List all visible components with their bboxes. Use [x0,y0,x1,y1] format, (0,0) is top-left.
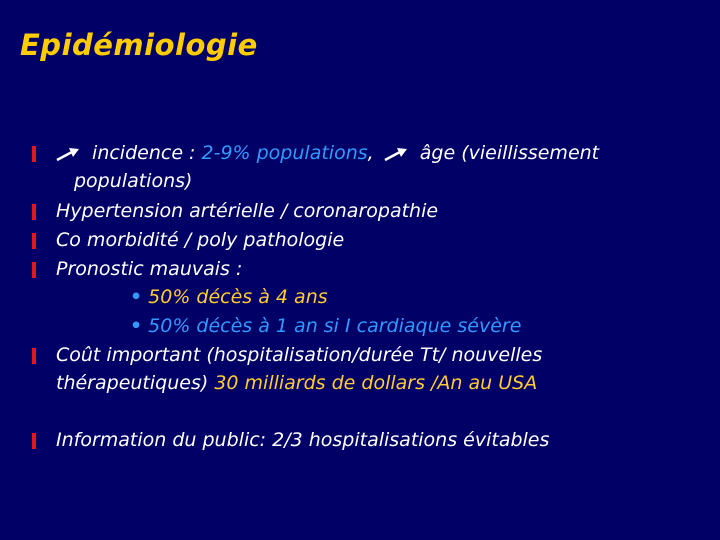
bullet-6: Information du public: 2/3 hospitalisations évitables [56,429,550,451]
cost-highlight: 30 milliards de dollars /An au USA [214,372,538,394]
bullet-1-line-1 [56,142,599,164]
bullet-marker [32,433,36,449]
sub-bullet-1-text: 50% décès à 4 ans [148,286,328,308]
bullet-4: Pronostic mauvais : [56,258,243,280]
bullet-marker [32,348,36,364]
sub-bullet-dot: • [130,315,143,337]
slide-title: Epidémiologie [20,28,258,62]
bullet-5-line-2 [56,372,537,394]
bullet-5-line-1: Coût important (hospitalisation/durée Tt/ nouvelles [56,344,543,366]
incidence-highlight: 2-9% populations [201,142,368,164]
bullet-marker [32,146,36,162]
bullet-5-text: thérapeutiques) [56,372,215,394]
bullet-3: Co morbidité / poly pathologie [56,229,345,251]
bullet-marker [32,204,36,220]
up-right-arrow-icon [384,147,408,161]
bullet-marker [32,233,36,249]
bullet-2: Hypertension artérielle / coronaropathie [56,200,439,222]
bullet-1-line-2: populations) [74,170,193,192]
sub-bullet-2-text: 50% décès à 1 an si I cardiaque sévère [148,315,522,337]
bullet-1-text: incidence : [86,142,202,164]
sub-bullet-2 [130,315,521,337]
bullet-1-text-end: âge (vieillissement [413,142,600,164]
sub-bullet-dot: • [130,286,143,308]
bullet-marker [32,262,36,278]
up-right-arrow-icon [56,147,80,161]
bullet-1-separator: , [367,142,380,164]
sub-bullet-1 [130,286,328,308]
